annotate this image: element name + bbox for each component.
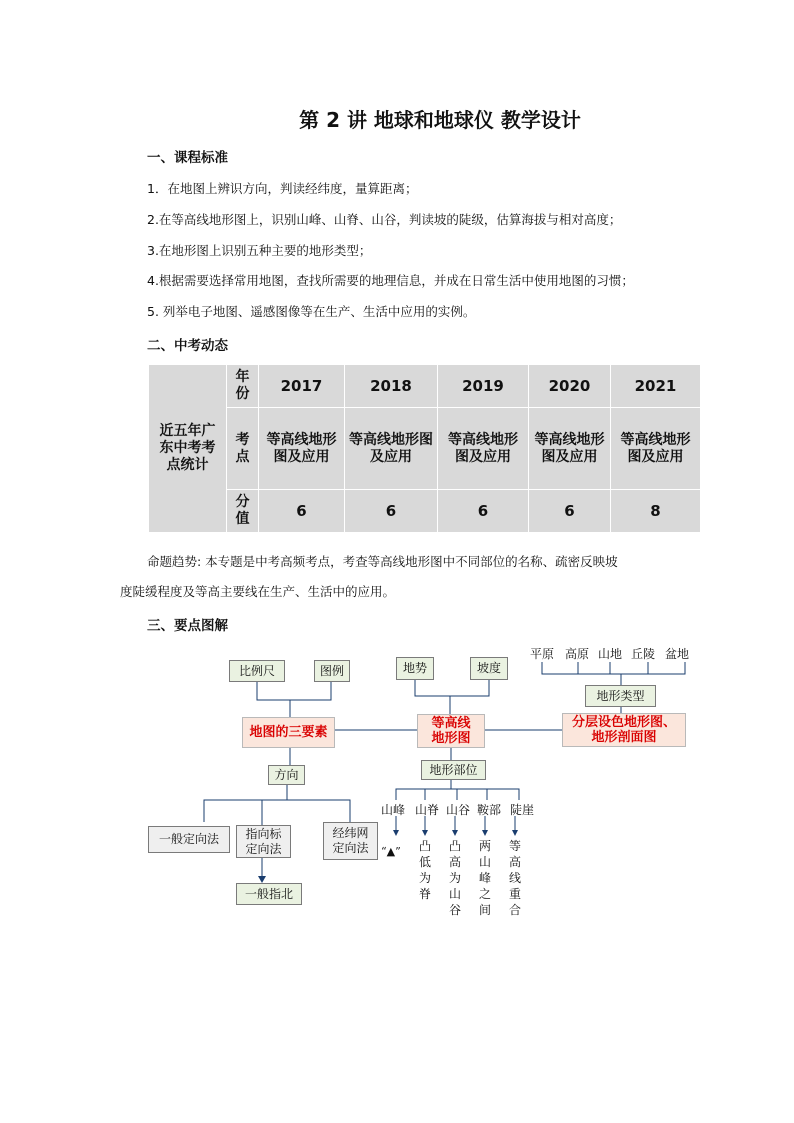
standard-item-2: 2.在等高线地形图上，识别山峰、山脊、山谷，判读坡的陡级，估算海拔与相对高度； — [147, 212, 622, 227]
general-north-box: 一般指北 — [236, 883, 302, 905]
score-cell: 6 — [345, 490, 438, 533]
landform-plateau: 高原 — [565, 647, 590, 661]
legend-box: 图例 — [314, 660, 350, 682]
map-three-elements-box: 地图的三要素 — [242, 717, 335, 748]
page-title: 第 2 讲 地球和地球仪 教学设计 — [299, 108, 581, 132]
score-cell: 8 — [611, 490, 701, 533]
valley-description: 凸高为山谷 — [448, 839, 461, 917]
cliff-description: 等高线重合 — [508, 839, 521, 917]
section-heading-exam: 二、中考动态 — [147, 338, 228, 354]
scale-box: 比例尺 — [229, 660, 285, 682]
year-cell: 2021 — [611, 365, 701, 408]
section-heading-standards: 一、课程标准 — [147, 150, 228, 166]
topic-cell: 等高线地形图及应用 — [438, 408, 529, 490]
cliff-label: 陡崖 — [510, 803, 535, 817]
section-heading-diagram: 三、要点图解 — [147, 618, 228, 634]
score-cell: 6 — [259, 490, 345, 533]
topic-cell: 等高线地形图及应用 — [259, 408, 345, 490]
peak-label: 山峰 — [381, 803, 406, 817]
standard-item-1: 1．在地图上辨识方向，判读经纬度，量算距离； — [147, 181, 418, 196]
ridge-description: 凸低为脊 — [418, 839, 431, 901]
standard-item-4: 4.根据需要选择常用地图，查找所需要的地理信息，并成在日常生活中使用地图的习惯； — [147, 273, 634, 288]
year-cell: 2020 — [529, 365, 611, 408]
year-cell: 2019 — [438, 365, 529, 408]
saddle-label: 鞍部 — [477, 803, 502, 817]
saddle-description: 两山峰之间 — [478, 839, 491, 917]
landform-basin: 盆地 — [665, 647, 690, 661]
standard-item-3: 3.在地形图上识别五种主要的地形类型； — [147, 243, 372, 258]
year-cell: 2018 — [345, 365, 438, 408]
landform-hill: 丘陵 — [631, 647, 656, 661]
row-header-cell: 近五年广东中考考点统计 — [149, 365, 227, 533]
layered-terrain-map-box: 分层设色地形图、地形剖面图 — [562, 713, 686, 747]
trend-text-line-2: 度陡缓程度及等高主要线在生产、生活中的应用。 — [120, 584, 396, 599]
terrain-box: 地势 — [396, 657, 434, 680]
topic-label-cell: 考点 — [227, 408, 259, 490]
topic-cell: 等高线地形图及应用 — [529, 408, 611, 490]
terrain-parts-box: 地形部位 — [421, 760, 486, 780]
year-label-cell: 年份 — [227, 365, 259, 408]
grid-direction-method-box: 经纬网定向法 — [323, 822, 378, 860]
slope-box: 坡度 — [470, 657, 508, 680]
landform-mountain: 山地 — [598, 647, 623, 661]
year-cell: 2017 — [259, 365, 345, 408]
direction-box: 方向 — [268, 765, 305, 785]
compass-direction-method-box: 指向标定向法 — [236, 825, 291, 858]
valley-label: 山谷 — [446, 803, 471, 817]
score-label-cell: 分值 — [227, 490, 259, 533]
ridge-label: 山脊 — [415, 803, 440, 817]
topic-cell: 等高线地形图及应用 — [345, 408, 438, 490]
score-cell: 6 — [529, 490, 611, 533]
landform-plain: 平原 — [530, 647, 555, 661]
topic-cell: 等高线地形图及应用 — [611, 408, 701, 490]
trend-text-line-1: 命题趋势: 本专题是中考高频考点，考查等高线地形图中不同部位的名称、疏密反映坡 — [147, 554, 618, 569]
general-direction-method-box: 一般定向法 — [148, 826, 230, 853]
contour-map-box: 等高线地形图 — [417, 714, 485, 748]
landform-types-box: 地形类型 — [585, 685, 656, 707]
peak-symbol: “▲” — [381, 845, 401, 858]
standard-item-5: 5. 列举电子地图、遥感图像等在生产、生活中应用的实例。 — [147, 304, 476, 319]
score-cell: 6 — [438, 490, 529, 533]
